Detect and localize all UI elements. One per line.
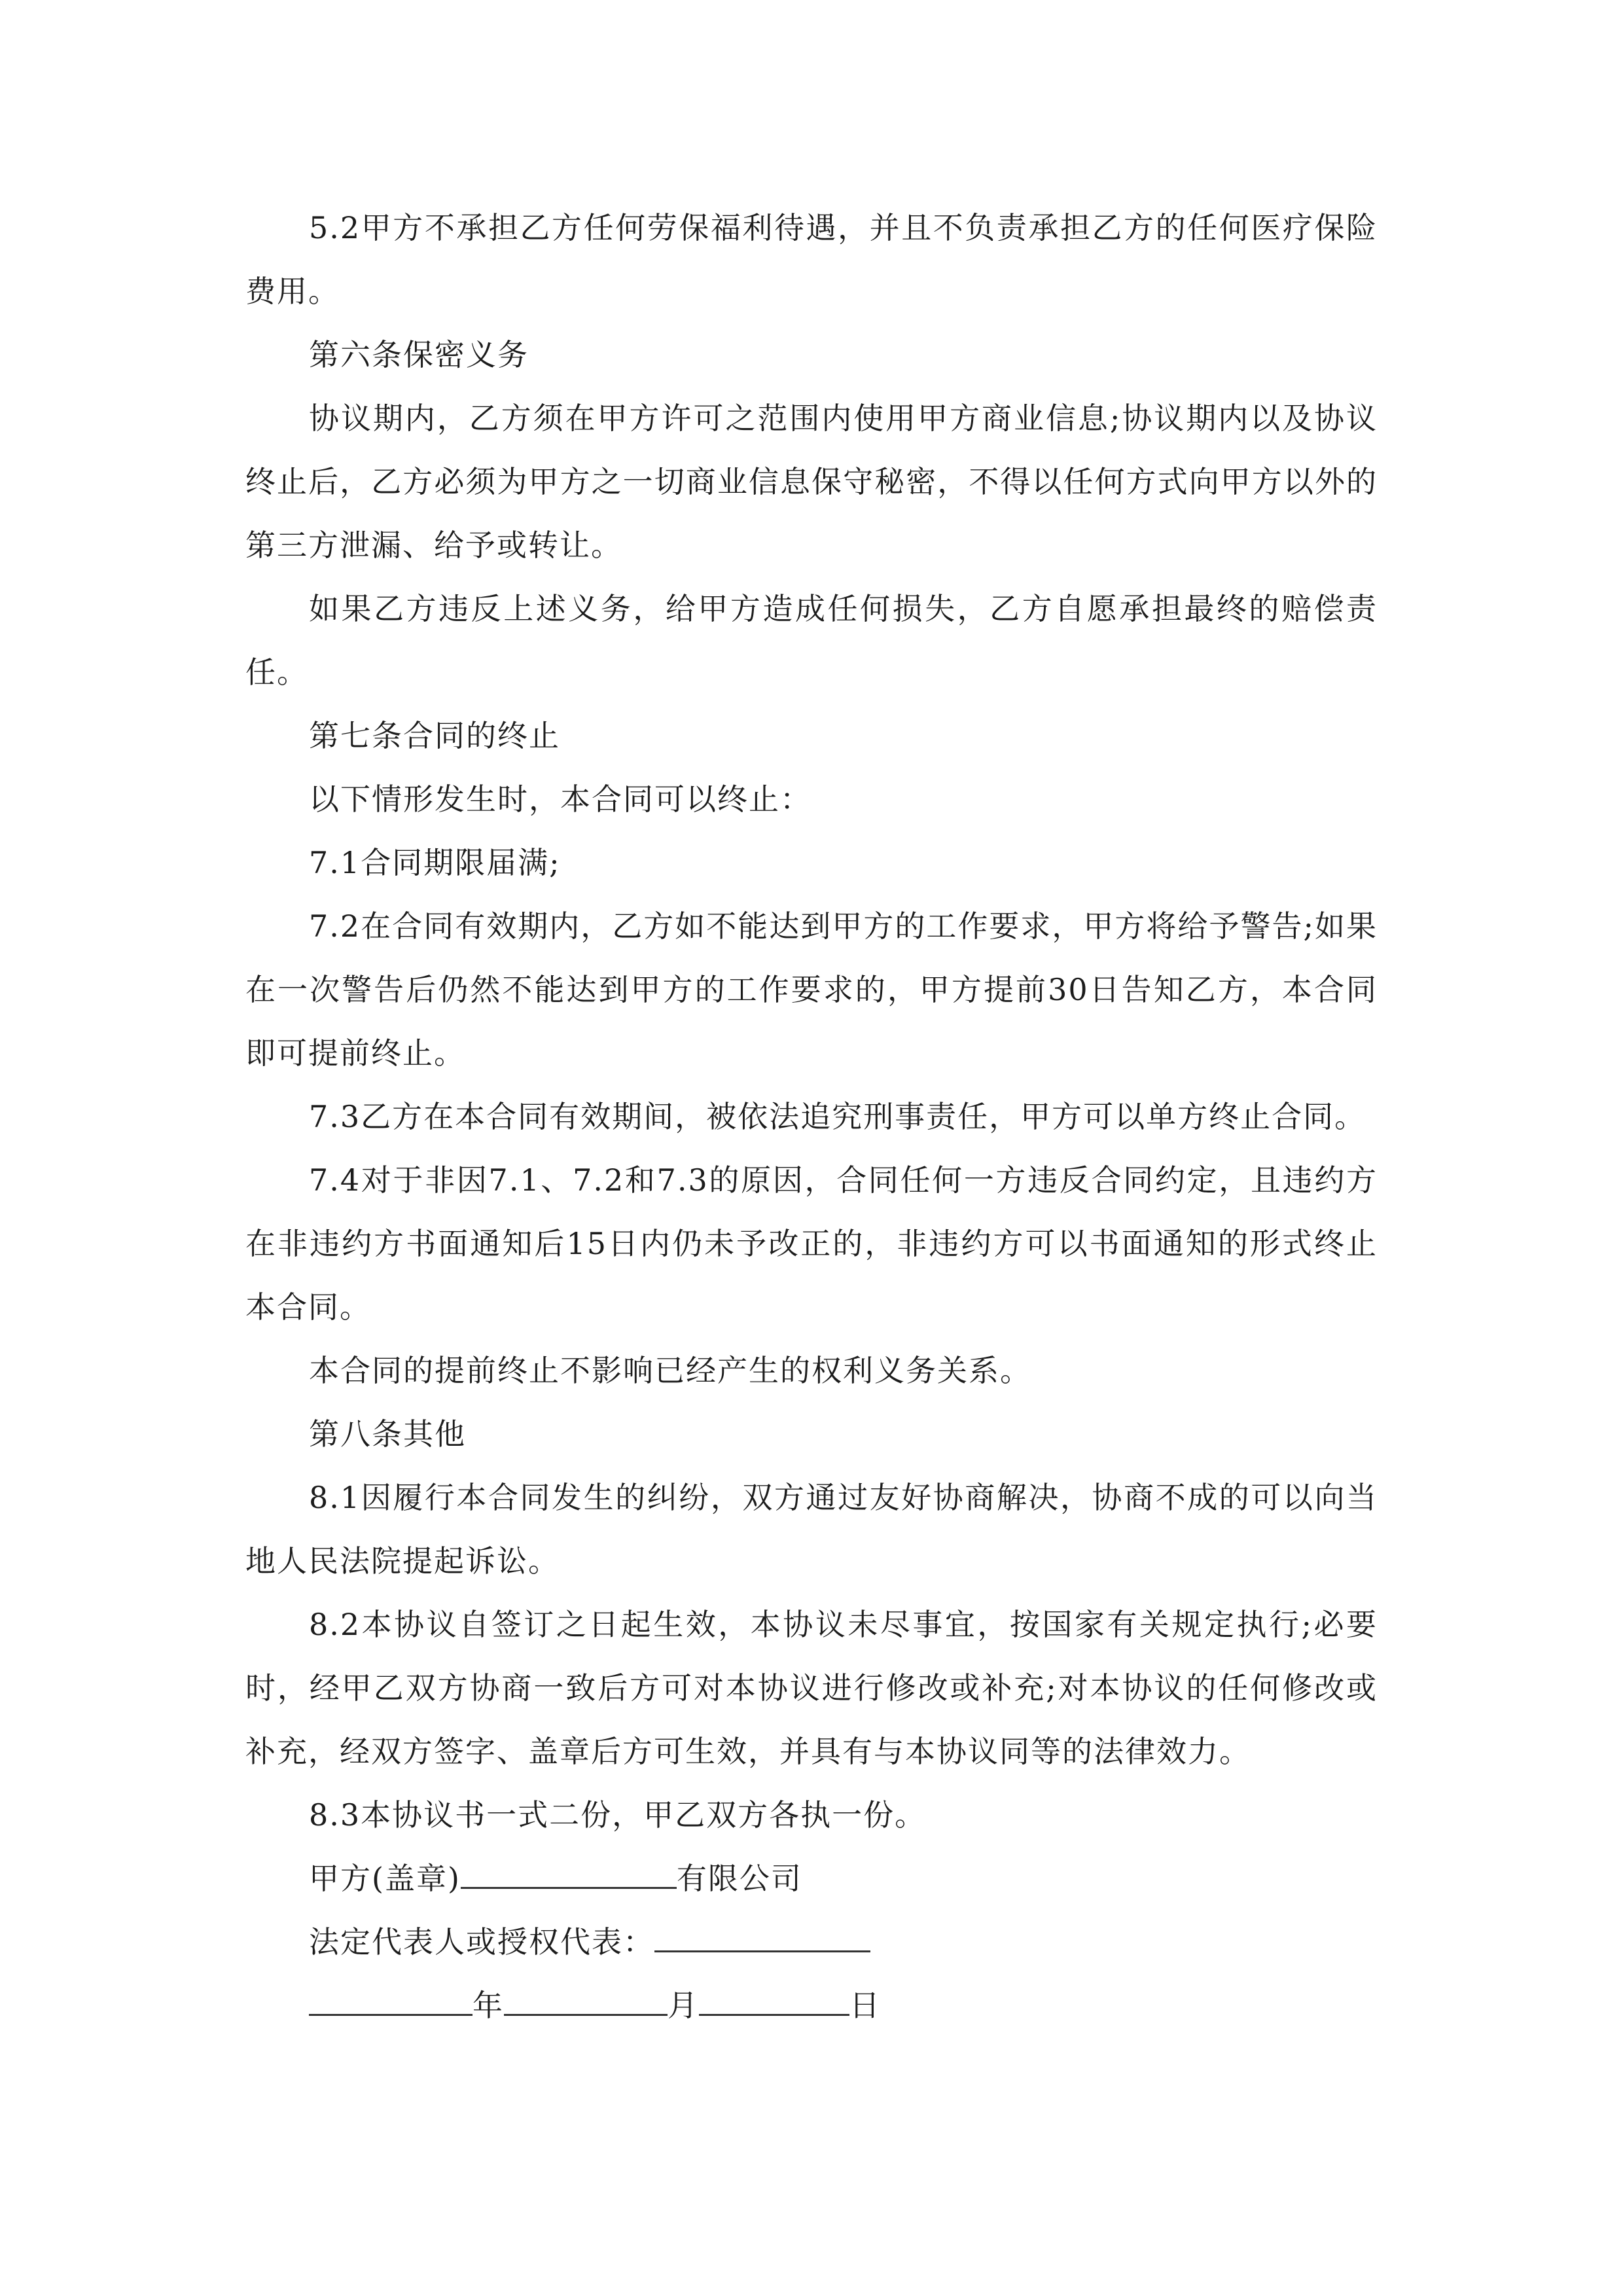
representative-line bbox=[245, 1910, 1378, 1974]
early-termination-note: 本合同的提前终止不影响已经产生的权利义务关系。 bbox=[309, 1353, 1031, 1388]
date-line bbox=[245, 1974, 1378, 2037]
liability-paragraph: 如果乙方违反上述义务，给甲方造成任何损失，乙方自愿承担最终的赔偿责任。 bbox=[245, 591, 1378, 690]
clause-5-2: 5.2甲方不承担乙方任何劳保福利待遇，并且不负责承担乙方的任何医疗保险费用。 bbox=[245, 210, 1378, 309]
clause-7-4: 7.4对于非因7.1、7.2和7.3的原因，合同任何一方违反合同约定，且违约方在非违约方书面通知后15日内仍未予改正的，非违约方可以书面通知的形式终止本合同。 bbox=[245, 1162, 1378, 1325]
day-label: 日 bbox=[849, 1988, 881, 2023]
article-7-heading: 第七条合同的终止 bbox=[309, 718, 560, 753]
month-label: 月 bbox=[668, 1988, 699, 2023]
document-body bbox=[245, 196, 1378, 2037]
clause-7-3: 7.3乙方在本合同有效期间，被依法追究刑事责任，甲方可以单方终止合同。 bbox=[309, 1099, 1366, 1134]
company-name-blank[interactable] bbox=[461, 1861, 677, 1889]
company-suffix: 有限公司 bbox=[676, 1861, 802, 1896]
party-a-seal-line bbox=[245, 1847, 1378, 1910]
article-6-heading: 第六条保密义务 bbox=[309, 337, 529, 372]
confidentiality-paragraph: 协议期内，乙方须在甲方许可之范围内使用甲方商业信息;协议期内以及协议终止后，乙方必须为甲方之一切商业信息保守秘密，不得以任何方式向甲方以外的第三方泄漏、给予或转让。 bbox=[245, 401, 1378, 563]
party-a-label: 甲方(盖章) bbox=[309, 1861, 461, 1896]
month-blank[interactable] bbox=[504, 1988, 668, 2016]
clause-8-3: 8.3本协议书一式二份，甲乙双方各执一份。 bbox=[309, 1797, 927, 1833]
termination-intro: 以下情形发生时，本合同可以终止： bbox=[309, 781, 812, 817]
year-blank[interactable] bbox=[309, 1988, 473, 2016]
article-8-heading: 第八条其他 bbox=[309, 1416, 466, 1452]
clause-8-1: 8.1因履行本合同发生的纠纷，双方通过友好协商解决，协商不成的可以向当地人民法院提起诉讼。 bbox=[245, 1480, 1378, 1579]
representative-blank[interactable] bbox=[654, 1924, 870, 1952]
representative-label: 法定代表人或授权代表： bbox=[309, 1924, 654, 1960]
clause-7-2: 7.2在合同有效期内，乙方如不能达到甲方的工作要求，甲方将给予警告;如果在一次警告后仍然不能达到甲方的工作要求的，甲方提前30日告知乙方，本合同即可提前终止。 bbox=[245, 908, 1378, 1071]
day-blank[interactable] bbox=[699, 1988, 849, 2016]
clause-8-2: 8.2本协议自签订之日起生效，本协议未尽事宜，按国家有关规定执行;必要时，经甲乙双方协商一致后方可对本协议进行修改或补充;对本协议的任何修改或补充，经双方签字、盖章后方可生效，并具有与本协议同等的法律效力。 bbox=[245, 1607, 1378, 1769]
clause-7-1: 7.1合同期限届满; bbox=[309, 845, 561, 880]
year-label: 年 bbox=[473, 1988, 504, 2023]
